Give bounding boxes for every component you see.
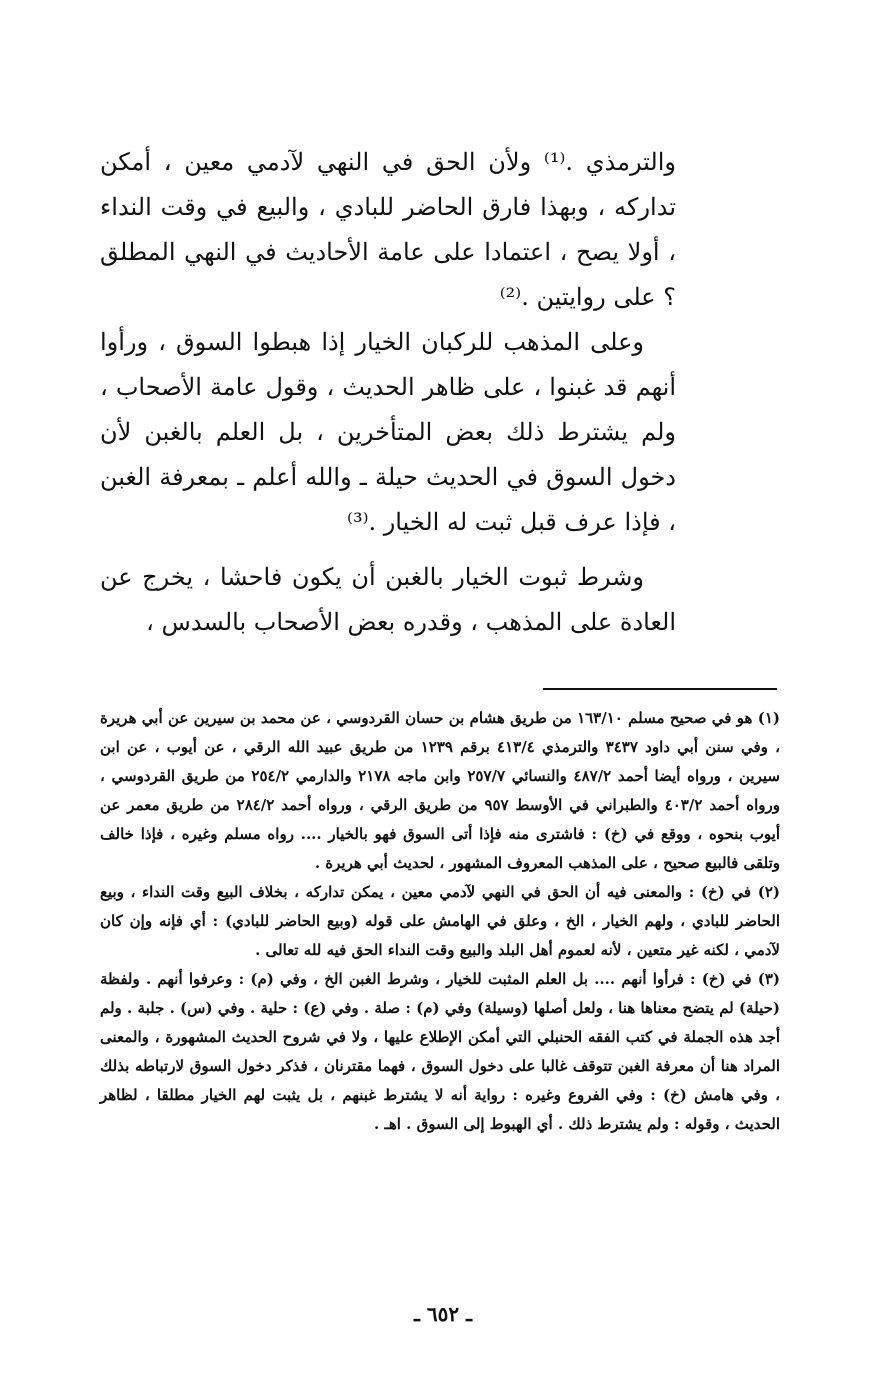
main-paragraph-2: وعلى المذهب للركبان الخيار إذا هبطوا السوق ، ورأوا أنهم قد غبنوا ، على ظاهر الحديث ، وقول عامة الأصحاب ، ولم يشترط ذلك بعض المتأخرين ، بل العلم بالغبن لأن دخول السوق في الحديث حيلة ـ والله أعلم ـ بمعرفة الغبن ، فإذا عرف قبل ثبت له الخيار .⁽³⁾ [100, 328, 676, 536]
page-number: ـ ٦٥٢ ـ [414, 1302, 472, 1326]
footnote-2: (٢) في (خ) : والمعنى فيه أن الحق في النهي لآدمي معين ، يمكن تداركه ، بخلاف البيع وقت النداء ، وبيع الحاضر للبادي ، ولهم الخيار ، الخ ، وعلق في الهامش على قوله (وبيع الحاضر للبادي) : أي فإنه وإن كان لآدمي ، لكنه غير متعين ، لأنه لعموم أهل البلد والبيع وقت النداء الحق فيه لله تعالى . [100, 883, 780, 959]
main-paragraph-3: وشرط ثبوت الخيار بالغبن أن يكون فاحشا ، يخرج عن العادة على المذهب ، وقدره بعض الأصحاب بالسدس ، [100, 563, 676, 636]
main-paragraph-1: والترمذي .⁽¹⁾ ولأن الحق في النهي لآدمي معين ، أمكن تداركه ، وبهذا فارق الحاضر للبادي ، والبيع في وقت النداء ، أولا يصح ، اعتمادا على عامة الأحاديث في النهي المطلق ؟ على روايتين .⁽²⁾ [100, 148, 676, 311]
footnote-1: (١) هو في صحيح مسلم ١٦٣/١٠ من طريق هشام بن حسان القردوسي ، عن محمد بن سيرين عن أبي هريرة ، وفي سنن أبي داود ٣٤٣٧ والترمذي ٤١٣/٤ برقم ١٢٣٩ من طريق عبيد الله الرقي ، عن أيوب ، عن ابن سيرين ، ورواه أيضا أحمد ٤٨٧/٢ والنسائي ٢٥٧/٧ وابن ماجه ٢١٧٨ والدارمي ٢٥٤/٢ من طريق القردوسي ، ورواه أحمد ٤٠٣/٢ والطبراني في الأوسط ٩٥٧ من طريق الرقي ، ورواه أحمد ٢٨٤/٢ من طريق معمر عن أيوب بنحوه ، ووقع في (خ) : فاشترى منه فإذا أتى السوق فهو بالخيار .... رواه مسلم وغيره ، فإذا خالف وتلقى فالبيع صحيح ، على المذهب المعروف المشهور ، لحديث أبي هريرة . [100, 709, 780, 872]
main-text [100, 140, 676, 645]
footnote-3: (٣) في (خ) : فرأوا أنهم .... بل العلم المثبت للخيار ، وشرط الغبن الخ ، وفي (م) : وعرفوا أنهم . ولفظة (حيلة) لم يتضح معناها هنا ، ولعل أصلها (وسيلة) وفي (م) : صلة . وفي (ع) : حلية . وفي (س) . جلبة . ولم أجد هذه الجملة في كتب الفقه الحنبلي التي أمكن الإطلاع عليها ، ولا في شروح الحديث المشهورة ، والمعنى المراد هنا أن معرفة الغبن تتوقف غالبا على دخول السوق ، فهما مقترنان ، فذكر دخول السوق لارتباطه بذلك ، وفي هامش (خ) : وفي الفروع وغيره : رواية أنه لا يشترط غبنهم ، بل يثبت لهم الخيار مطلقا ، لظاهر الحديث ، وقوله : ولم يشترط ذلك . أي الهبوط إلى السوق . اهـ . [100, 970, 780, 1133]
footnote-separator [543, 688, 777, 690]
footnotes [100, 704, 780, 1139]
